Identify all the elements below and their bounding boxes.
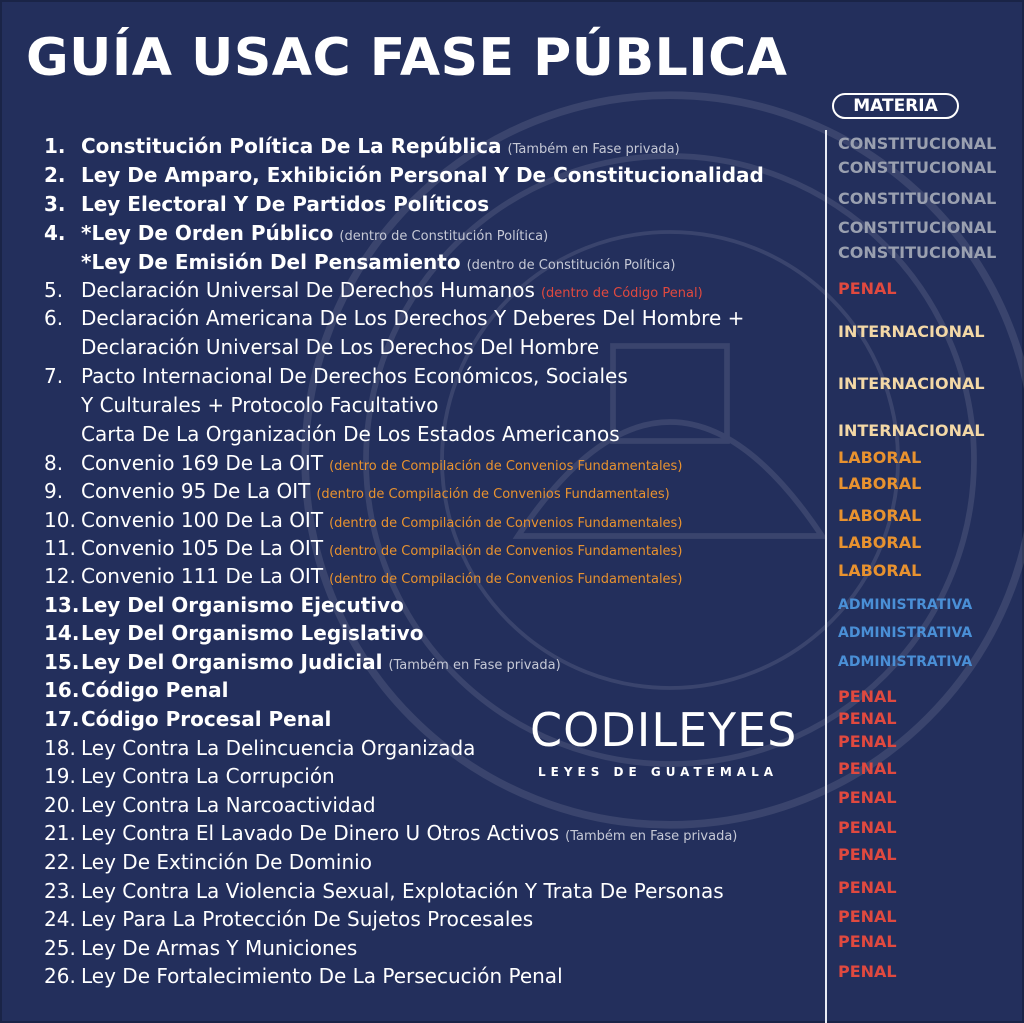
materia-header: MATERIA: [832, 93, 959, 119]
column-divider: [825, 130, 827, 1023]
materia-label: CONSTITUCIONAL: [838, 218, 997, 237]
law-item: 18. Ley Contra La Delincuencia Organizada: [44, 736, 476, 760]
law-item: 22. Ley De Extinción De Dominio: [44, 850, 372, 874]
law-item: 25. Ley De Armas Y Municiones: [44, 936, 358, 960]
law-item: 19. Ley Contra La Corrupción: [44, 764, 335, 788]
materia-label: LABORAL: [838, 474, 922, 493]
materia-label: PENAL: [838, 788, 897, 807]
law-item: 11. Convenio 105 De La OIT (dentro de Compilación de Convenios Fundamentales): [44, 536, 683, 560]
logo-subtitle: LEYES DE GUATEMALA: [538, 765, 779, 779]
materia-label: ADMINISTRATIVA: [838, 597, 973, 613]
law-item: 14.Ley Del Organismo Legislativo: [44, 621, 424, 645]
law-item: 5. Declaración Universal De Derechos Humanos (dentro de Código Penal): [44, 278, 703, 302]
logo-wordmark: CODILEYES: [530, 703, 798, 757]
materia-label: LABORAL: [838, 533, 922, 552]
materia-label: ADMINISTRATIVA: [838, 654, 973, 670]
materia-label: LABORAL: [838, 448, 922, 467]
materia-label: PENAL: [838, 279, 897, 298]
materia-label: PENAL: [838, 878, 897, 897]
materia-label: CONSTITUCIONAL: [838, 134, 997, 153]
materia-label: PENAL: [838, 845, 897, 864]
law-item: 1. Constitución Política De La República (Também en Fase privada): [44, 134, 680, 158]
law-item: 3. Ley Electoral Y De Partidos Políticos: [44, 192, 490, 216]
law-item-continuation: Y Culturales + Protocolo Facultativo: [81, 393, 439, 417]
law-item-continuation: Carta De La Organización De Los Estados Americanos: [81, 422, 620, 446]
law-item: 21. Ley Contra El Lavado De Dinero U Otros Activos (Também en Fase privada): [44, 821, 738, 845]
law-item: 26. Ley De Fortalecimiento De La Persecución Penal: [44, 964, 563, 988]
materia-label: PENAL: [838, 962, 897, 981]
materia-label: INTERNACIONAL: [838, 374, 985, 393]
law-item: 9. Convenio 95 De La OIT (dentro de Compilación de Convenios Fundamentales): [44, 479, 670, 503]
materia-label: PENAL: [838, 818, 897, 837]
materia-label: ADMINISTRATIVA: [838, 625, 973, 641]
materia-label: PENAL: [838, 759, 897, 778]
law-item: 15.Ley Del Organismo Judicial (Também en Fase privada): [44, 650, 561, 674]
law-item: 4. *Ley De Orden Público (dentro de Constitución Política): [44, 221, 549, 245]
law-item: 2. Ley De Amparo, Exhibición Personal Y De Constitucionalidad: [44, 163, 764, 187]
law-item: 10. Convenio 100 De La OIT (dentro de Compilación de Convenios Fundamentales): [44, 508, 683, 532]
materia-label: CONSTITUCIONAL: [838, 189, 997, 208]
law-item-continuation: Declaración Universal De Los Derechos Del Hombre: [81, 335, 600, 359]
law-item: 23. Ley Contra La Violencia Sexual, Explotación Y Trata De Personas: [44, 879, 724, 903]
materia-label: INTERNACIONAL: [838, 322, 985, 341]
materia-label: PENAL: [838, 709, 897, 728]
law-item: 13.Ley Del Organismo Ejecutivo: [44, 593, 404, 617]
law-item: 6. Declaración Americana De Los Derechos Y Deberes Del Hombre +: [44, 306, 745, 330]
materia-label: INTERNACIONAL: [838, 421, 985, 440]
law-item: 7. Pacto Internacional De Derechos Económicos, Sociales: [44, 364, 628, 388]
materia-label: LABORAL: [838, 561, 922, 580]
law-item: 16.Código Penal: [44, 678, 229, 702]
materia-label: PENAL: [838, 932, 897, 951]
materia-label: CONSTITUCIONAL: [838, 158, 997, 177]
law-item: 20. Ley Contra La Narcoactividad: [44, 793, 376, 817]
materia-label: LABORAL: [838, 506, 922, 525]
law-item-continuation: *Ley De Emisión Del Pensamiento (dentro de Constitución Política): [81, 250, 676, 274]
materia-label: PENAL: [838, 687, 897, 706]
law-item: 12. Convenio 111 De La OIT (dentro de Compilación de Convenios Fundamentales): [44, 564, 683, 588]
materia-label: PENAL: [838, 907, 897, 926]
materia-label: CONSTITUCIONAL: [838, 243, 997, 262]
law-item: 17.Código Procesal Penal: [44, 707, 332, 731]
law-item: 8. Convenio 169 De La OIT (dentro de Compilación de Convenios Fundamentales): [44, 451, 683, 475]
materia-label: PENAL: [838, 732, 897, 751]
page-title: GUÍA USAC FASE PÚBLICA: [26, 28, 788, 88]
law-item: 24. Ley Para La Protección De Sujetos Procesales: [44, 907, 534, 931]
codileyes-logo: [530, 703, 800, 785]
